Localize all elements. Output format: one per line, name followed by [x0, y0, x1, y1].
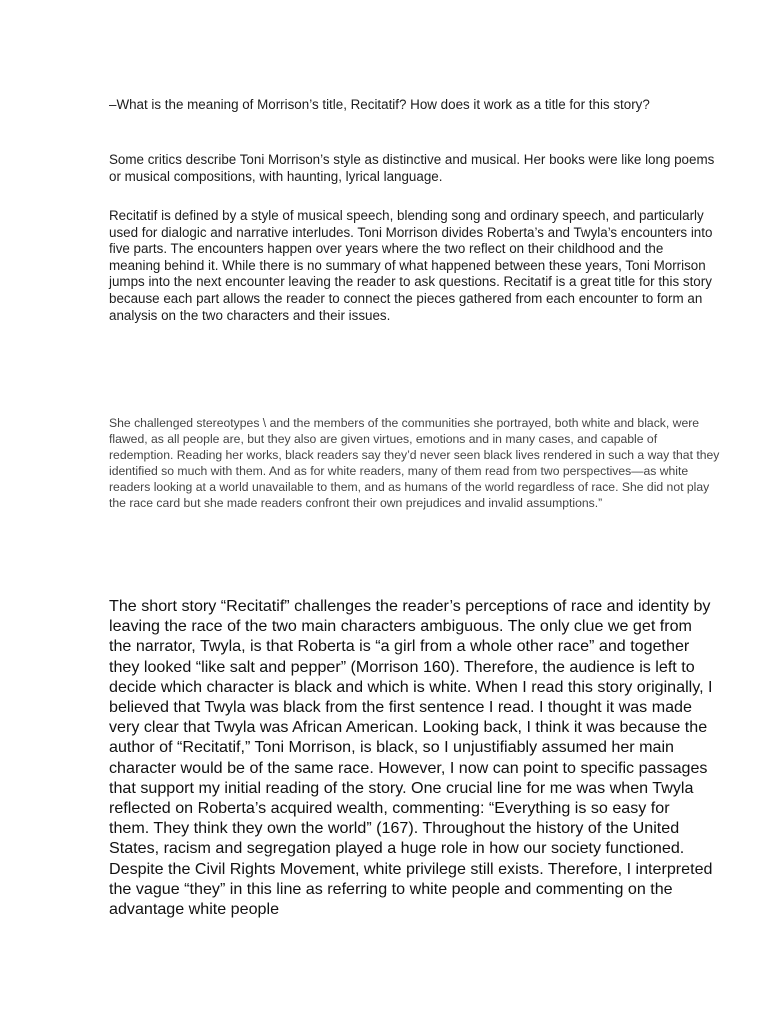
definition-paragraph: Recitatif is defined by a style of musical speech, blending song and ordinary speech, and particularly used for dialogic and narrative interludes. Toni Morrison divides Roberta’s and Twyla’s encounters into five parts. The encounters happen over years where the two reflect on their childhood and the meaning behind it. While there is no summary of what happened between these years, Toni Morrison jumps into the next encounter leaving the reader to ask questions. Recitatif is a great title for this story because each part allows the reader to connect the pieces gathered from each encounter to form an analysis on the two characters and their issues.: [109, 208, 713, 323]
question-paragraph: –What is the meaning of Morrison’s title, Recitatif? How does it work as a title for this story?: [109, 97, 650, 112]
quote-paragraph: She challenged stereotypes \ and the members of the communities she portrayed, both white and black, were flawed, as all people are, but they also are given virtues, emotions and in many cases, and capable of redemption. Reading her works, black readers say they’d never seen black lives rendered in such a way that they identified so much with them. And as for white readers, many of them read from two perspectives—as white readers looking at a world unavailable to them, and as humans of the world regardless of race. She did not play the race card but she made readers confront their own prejudices and invalid assumptions.”: [109, 416, 720, 510]
essay-paragraph: The short story “Recitatif” challenges the reader’s perceptions of race and identity by leaving the race of the two main characters ambiguous. The only clue we get from the narrator, Twyla, is that Roberta is “a girl from a whole other race” and together they looked “like salt and pepper” (Morrison 160). Therefore, the audience is left to decide which character is black and which is white. When I read this story originally, I believed that Twyla was black from the first sentence I read. I thought it was made very clear that Twyla was African American. Looking back, I think it was because the author of “Recitatif,” Toni Morrison, is black, so I unjustifiably assumed her main character would be of the same race. However, I now can point to specific passages that support my initial reading of the story. One crucial line for me was when Twyla reflected on Roberta’s acquired wealth, commenting: “Everything is so easy for them. They think they own the world” (167). Throughout the history of the United States, racism and segregation played a huge role in how our society functioned. Despite the Civil Rights Movement, white privilege still exists. Therefore, I interpreted the vague “they” in this line as referring to white people and commenting on the advantage white people: [109, 597, 713, 919]
critics-paragraph: Some critics describe Toni Morrison’s style as distinctive and musical. Her books were like long poems or musical compositions, with haunting, lyrical language.: [109, 152, 715, 184]
